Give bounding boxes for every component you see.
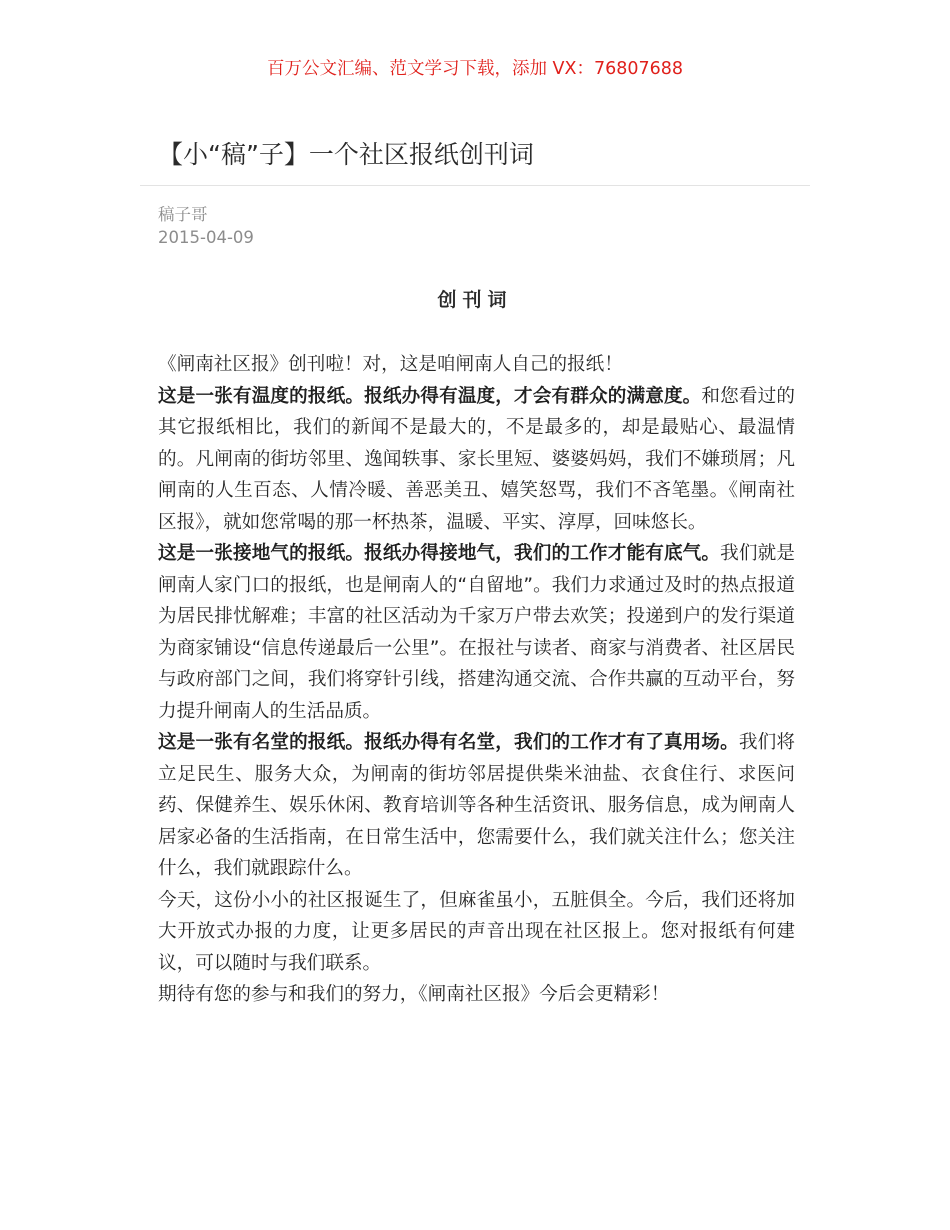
paragraph-closing [158,979,795,1011]
article-meta [158,203,254,249]
title-divider [140,185,810,186]
paragraph-text: 期待有您的参与和我们的努力，《闸南社区报》今后会更精彩！ [158,984,670,1005]
paragraph-text: 我们就是闸南人家门口的报纸，也是闸南人的“自留地”。我们力求通过及时的热点报道为居民排忧解难；丰富的社区活动为千家万户带去欢笑；投递到户的发行渠道为商家铺设“信息传递最后一公里”。在报社与读者、商家与消费者、社区居民与政府部门之间，我们将穿针引线，搭建沟通交流、合作共赢的互动平台，努力提升闸南人的生活品质。 [158,543,795,722]
paragraph-text: 今天，这份小小的社区报诞生了，但麻雀虽小，五脏俱全。今后，我们还将加大开放式办报的力度，让更多居民的声音出现在社区报上。您对报纸有何建议，可以随时与我们联系。 [158,889,795,974]
paragraph-intro [158,349,795,381]
article-title: 【小“稿”子】一个社区报纸创刊词 [158,140,534,169]
paragraph-text: 我们将立足民生、服务大众，为闸南的街坊邻居提供柴米油盐、衣食住行、求医问药、保健养生、娱乐休闲、教育培训等各种生活资讯、服务信息，成为闸南人居家必备的生活指南，在日常生活中，您需要什么，我们就关注什么；您关注什么，我们就跟踪什么。 [158,732,795,879]
paragraph-warmth [158,381,795,539]
paragraph-today [158,885,795,980]
paragraph-text: 《闸南社区报》创刊啦！对，这是咱闸南人自己的报纸！ [158,354,623,375]
article-body [158,349,795,1011]
section-heading: 创刊词 [437,289,513,311]
paragraph-lead: 这是一张有名堂的报纸。报纸办得有名堂，我们的工作才有了真用场。 [158,732,739,753]
author-name: 稿子哥 [158,205,208,224]
promo-banner: 百万公文汇编、范文学习下载，添加 VX：76807688 [266,59,684,79]
paragraph-grounded [158,538,795,727]
paragraph-lead: 这是一张接地气的报纸。报纸办得接地气，我们的工作才能有底气。 [158,543,721,564]
paragraph-substance [158,727,795,885]
paragraph-lead: 这是一张有温度的报纸。报纸办得有温度，才会有群众的满意度。 [158,385,702,407]
publish-date: 2015-04-09 [158,228,254,247]
paragraph-text: 和您看过的其它报纸相比，我们的新闻不是最大的，不是最多的，却是最贴心、最温情的。凡闸南的街坊邻里、逸闻轶事、家长里短、婆婆妈妈，我们不嫌琐屑；凡闸南的人生百态、人情冷暖、善恶美丑、嬉笑怒骂，我们不吝笔墨。《闸南社区报》，就如您常喝的那一杯热茶，温暖、平实、淳厚，回味悠长。 [158,385,795,533]
